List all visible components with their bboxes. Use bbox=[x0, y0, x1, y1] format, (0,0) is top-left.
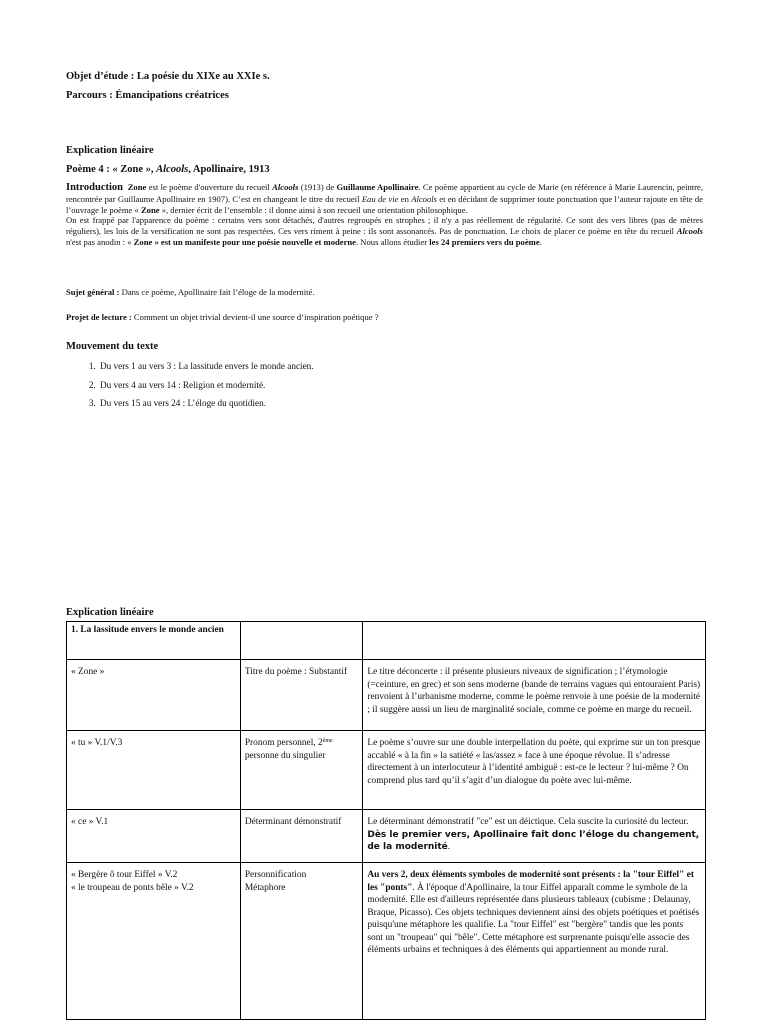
intro-text: », dernier écrit de l’ensemble : il donne ainsi à son recueil une orientation philosophique. bbox=[159, 204, 468, 215]
project-text: Comment un objet trivial devient-il une source d’inspiration poétique ? bbox=[131, 312, 379, 322]
quote-cell bbox=[67, 731, 241, 810]
movement-item: 2. Du vers 4 au vers 14 : Religion et modernité. bbox=[98, 376, 666, 395]
eau-de-vie: Eau de vie bbox=[361, 193, 399, 204]
table-header-cell: 1. La lassitude envers le monde ancien bbox=[67, 622, 241, 660]
table-row bbox=[67, 731, 706, 810]
intro-text: n'est pas anodin : « bbox=[66, 236, 134, 247]
alcools-word: Alcools bbox=[676, 226, 703, 237]
analysis-cell bbox=[363, 731, 706, 810]
analysis-text: Le déterminant démonstratif "ce" est un déictique. Cela suscite la curiosité du lecteur. bbox=[367, 817, 689, 827]
movement-title: Mouvement du texte bbox=[66, 341, 159, 352]
movement-list bbox=[66, 357, 666, 413]
project-label: Projet de lecture : bbox=[66, 312, 132, 322]
analysis-text: Le titre déconcerte : il présente plusieurs niveaux de signification ; l’étymologie (=ceinture, en grec) et son sens moderne (bande de terrains vagues qui entouraient Paris) renvoient à l’urbanisme moderne, comme le poème renvoie à une poésie de la modernité ; il suggère aussi un lieu de marginalité sociale, comme ce poème en marge du recueil. bbox=[367, 667, 701, 715]
section-2-title: Explication linéaire bbox=[66, 607, 154, 618]
intro-text: On est frappé par l'apparence du poème : certains vers sont détachés, d'autres regroupés en strophes ; il n'y a pas réellement de régularité. Ce sont des vers libres (pas de mètres réguliers), les lois de la versification ne sont pas respectées. Ces vers riment à peine : ils sont assonancés. Pas de ponctuation. Le choix de placer ce poème en tête du recueil bbox=[66, 215, 703, 237]
analysis-cell bbox=[363, 660, 706, 731]
analysis-text: Le poème s’ouvre sur une double interpellation du poète, qui exprime sur un ton presque accablé « à la fin » la satiété « las/assez » face à une époque révolue. Il s’adresse directement à un interlocuteur à l’identité ambiguë : est-ce le lecteur ? lui-même ? bbox=[367, 738, 701, 773]
intro-label: Introduction bbox=[66, 182, 123, 193]
movement-item: 1. Du vers 1 au vers 3 : La lassitude envers le monde ancien. bbox=[98, 357, 666, 376]
analysis-cell bbox=[363, 810, 706, 863]
zone-word: Zone bbox=[127, 182, 147, 192]
figure-text: Déterminant démonstratif bbox=[244, 817, 342, 827]
general-subject bbox=[66, 287, 703, 298]
figure-text: Personnification bbox=[244, 870, 307, 880]
quote-text: « Zone » bbox=[71, 667, 105, 677]
movement-list-wrap bbox=[66, 357, 666, 413]
figure-cell bbox=[240, 810, 363, 863]
intro-text: . Nous allons étudier bbox=[356, 236, 430, 247]
subject-text: Dans ce poème, Apollinaire fait l’éloge de la modernité. bbox=[119, 287, 315, 297]
intro-paragraph-1 bbox=[66, 182, 703, 215]
analysis-text: . À l'époque d'Apollinaire, la tour Eiffel apparaît comme le symbole de la modernité. Elle est d'ailleurs représentée dans plusieurs tableaux (cubisme : Delaunay, Braque, Picasso). Ces objets techniques deviennent ainsi des objets poétiques et poétisés puisqu'une métaphore les qualifie. La "tour Eiffel" est "bergère" tandis que les ponts sont un "troupeau" qui "bêle". Cette métaphore est surprenante puisqu'elle associe des éléments urbains et techniques à des éléments qui appartiennent au monde rural. bbox=[367, 882, 700, 955]
movement-item: 3. Du vers 15 au vers 24 : L’éloge du quotidien. bbox=[98, 394, 666, 413]
intro-text: . bbox=[539, 236, 542, 247]
poem-suffix: , Apollinaire, 1913 bbox=[188, 164, 270, 175]
table-cell-empty bbox=[363, 622, 706, 660]
analysis-cell bbox=[363, 863, 706, 1020]
alcools-word: Alcools bbox=[411, 193, 437, 204]
figure-text: Métaphore bbox=[244, 882, 286, 893]
figure-superscript: ème bbox=[322, 738, 333, 744]
object-of-study bbox=[66, 67, 270, 105]
reading-project bbox=[66, 312, 703, 323]
figure-text: Titre du poème : Substantif bbox=[244, 667, 348, 677]
table-row bbox=[67, 660, 706, 731]
intro-text: est le poème d'ouverture du recueil bbox=[146, 182, 273, 192]
study-scope: les 24 premiers vers du poème bbox=[429, 236, 540, 247]
quote-cell bbox=[67, 863, 241, 1020]
object-line: Objet d’étude : La poésie du XIXe au XXIe s. bbox=[66, 71, 270, 82]
intro-paragraph-2 bbox=[66, 215, 703, 247]
section-title bbox=[66, 141, 270, 179]
poem-prefix: Poème 4 : « Zone », bbox=[66, 164, 157, 175]
figure-text: Pronom personnel, 2 bbox=[244, 738, 323, 748]
parcours-line: Parcours : Émancipations créatrices bbox=[66, 90, 229, 101]
quote-text: « le troupeau de ponts bêle » V.2 bbox=[71, 882, 194, 893]
quote-cell bbox=[67, 660, 241, 731]
analysis-table bbox=[66, 621, 706, 1020]
table-header-row bbox=[67, 622, 706, 660]
figure-cell bbox=[240, 731, 363, 810]
alcools-word: Alcools bbox=[272, 182, 299, 192]
manifesto-phrase: » est un manifeste pour une poésie nouvelle et moderne bbox=[152, 236, 356, 247]
analysis-text: . bbox=[447, 842, 451, 852]
zone-word: Zone bbox=[140, 204, 160, 215]
poem-title-line bbox=[66, 160, 270, 179]
zone-word: Zone bbox=[133, 236, 153, 247]
intro-text: et en décidant de supprimer toute ponctuation que l’auteur rajoute en tête de l’ouvrage le poème « bbox=[66, 193, 703, 215]
figure-cell bbox=[240, 863, 363, 1020]
quote-text: « ce » V.1 bbox=[71, 817, 109, 827]
quote-text: « tu » V.1/V.3 bbox=[71, 738, 123, 748]
figure-cell bbox=[240, 660, 363, 731]
table-cell-empty bbox=[240, 622, 363, 660]
subject-label: Sujet général : bbox=[66, 287, 120, 297]
introduction bbox=[66, 182, 703, 248]
intro-text: (1913) de bbox=[298, 182, 337, 192]
author-name: Guillaume Apollinaire bbox=[336, 182, 419, 192]
analysis-text: On comprend plus tard qu’il s’agit d’un dialogue du poète avec lui-même. bbox=[367, 763, 689, 786]
poem-collection: Alcools bbox=[156, 164, 189, 175]
quote-text: « Bergère ô tour Eiffel » V.2 bbox=[71, 870, 178, 880]
intro-text: en bbox=[398, 193, 412, 204]
table-row bbox=[67, 810, 706, 863]
explication-title: Explication linéaire bbox=[66, 145, 154, 156]
quote-cell bbox=[67, 810, 241, 863]
intro-text: . Ce poème appartient au cycle de Marie (en référence à Marie Laurencin, peintre, rencontrée par Guillaume Apollinaire en 1907). C’est en changeant le titre du recueil bbox=[66, 182, 704, 204]
analysis-highlight: Dès le premier vers, Apollinaire fait donc l’éloge du changement, de la modernité bbox=[367, 829, 700, 852]
table-row bbox=[67, 863, 706, 1020]
analysis-highlight: Au vers 2, deux éléments symboles de modernité sont présents : la "tour Eiffel" et les "ponts" bbox=[367, 870, 694, 893]
figure-text: personne du singulier bbox=[244, 750, 326, 761]
